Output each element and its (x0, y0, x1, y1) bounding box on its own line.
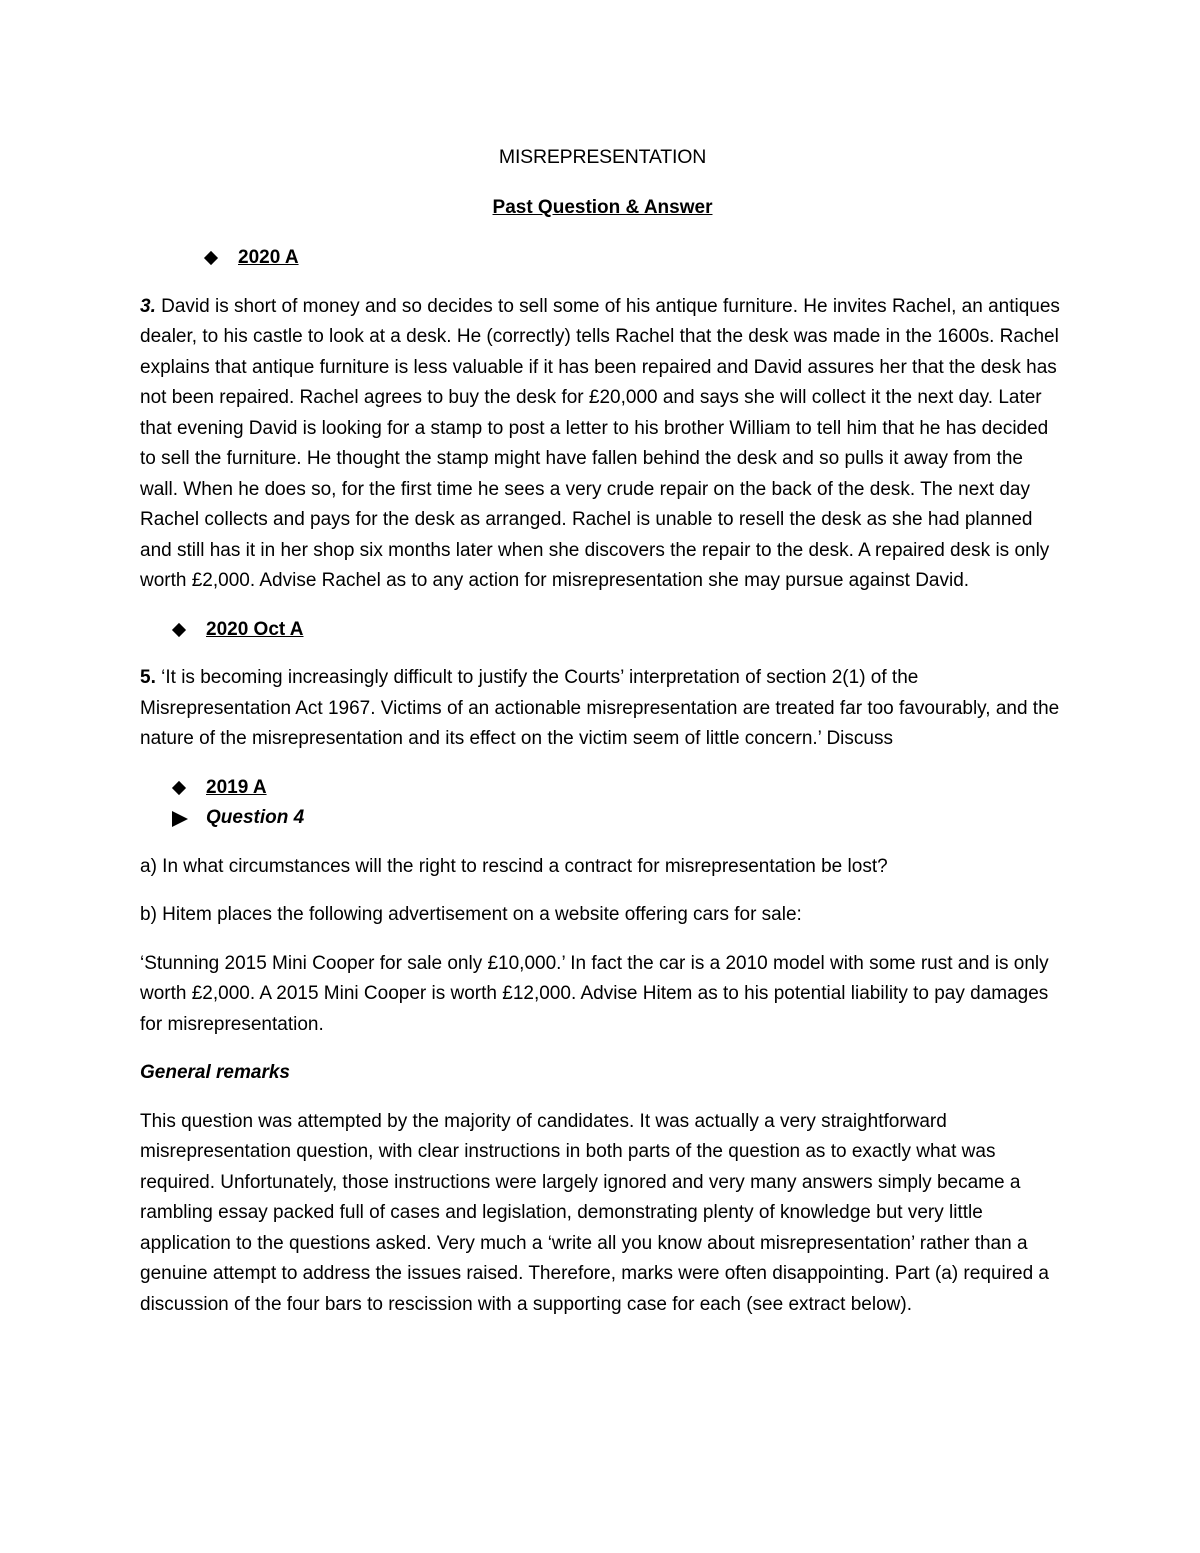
question-2020a-text (140, 292, 1065, 597)
section-label: 2019 A (206, 776, 267, 798)
section-2020octa-heading (172, 615, 1065, 646)
section-2019a-heading (172, 773, 1065, 804)
question-number: 5. (140, 667, 156, 688)
diamond-bullet-icon (204, 251, 218, 265)
question-2020octa-text (140, 663, 1065, 755)
question-4-heading (172, 803, 1065, 834)
document-subtitle: Past Question & Answer (492, 196, 713, 218)
question-number: 3. (140, 295, 156, 317)
section-label: 2020 A (238, 247, 299, 268)
section-2020a-heading (204, 243, 1065, 274)
diamond-bullet-icon (172, 781, 186, 795)
general-remarks-text: This question was attempted by the majority of candidates. It was actually a very straightforward misrepresentation question, with clear instructions in both parts of the question as to exactly what was required. Unfortunately, those instructions were largely ignored and very many answers simply became a rambling essay packed full of cases and legislation, demonstrating plenty of knowledge but very little application to the questions asked. Very much a ‘write all you know about misrepresentation’ rather than a genuine attempt to address the issues raised. Therefore, marks were often disappointing. Part (a) required a discussion of the four bars to rescission with a supporting case for each (see extract below). (140, 1110, 1049, 1315)
advertisement-text: ‘Stunning 2015 Mini Cooper for sale only £10,000.’ In fact the car is a 2010 model with some rust and is only worth £2,000. A 2015 Mini Cooper is worth £12,000. Advise Hitem as to his potential liability to pay damages for misrepresentation. (140, 952, 1049, 1035)
question-body: David is short of money and so decides to sell some of his antique furniture. He invites Rachel, an antiques dealer, to his castle to look at a desk. He (correctly) tells Rachel that the desk was made in the 1600s. Rachel explains that antique furniture is less valuable if it has been repaired and David assures her that the desk has not been repaired. Rachel agrees to buy the desk for £20,000 and says she will collect it the next day. Later that evening David is looking for a stamp to post a letter to his brother William to tell him that he has decided to sell the furniture. He thought the stamp might have fallen behind the desk and so pulls it away from the wall. When he does so, for the first time he sees a very crude repair on the back of the desk. The next day Rachel collects and pays for the desk as arranged. Rachel is unable to resell the desk as she had planned and still has it in her shop six months later when she discovers the repair to the desk. A repaired desk is only worth £2,000. Advise Rachel as to any action for misrepresentation she may pursue against David. (140, 295, 1060, 591)
section-label: 2020 Oct A (206, 618, 304, 640)
question-body: ‘It is becoming increasingly difficult to justify the Courts’ interpretation of section 2(1) of the Misrepresentation Act 1967. Victims of an actionable misrepresentation are treated far too favourably, and the nature of the misrepresentation and its effect on the victim seem of little concern.’ Discuss (140, 667, 1060, 749)
document-title: MISREPRESENTATION (498, 146, 707, 168)
diamond-bullet-icon (172, 623, 186, 637)
arrow-bullet-icon (172, 811, 186, 825)
question-part-b: b) Hitem places the following advertisement on a website offering cars for sale: (140, 904, 802, 925)
general-remarks-heading: General remarks (140, 1062, 290, 1083)
question-part-a: a) In what circumstances will the right to rescind a contract for misrepresentation be lost? (140, 855, 888, 877)
question-label: Question 4 (206, 807, 305, 828)
document-body (140, 142, 1065, 1320)
